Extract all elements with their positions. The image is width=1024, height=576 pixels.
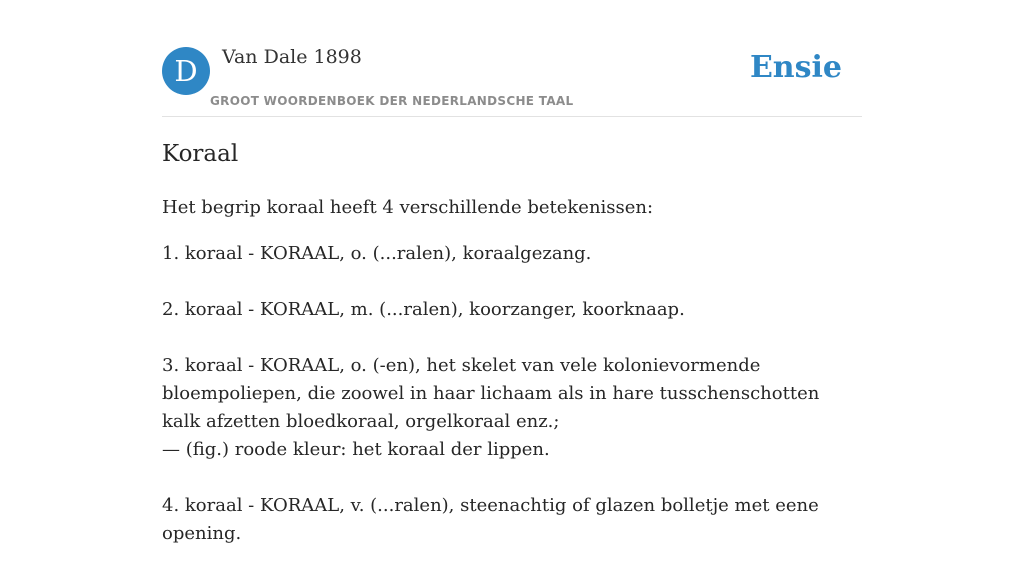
definition-text: 2. koraal - KORAAL, m. (...ralen), koorzanger, koorknaap. bbox=[162, 299, 685, 320]
ensie-brand-link[interactable]: Ensie bbox=[749, 50, 842, 85]
entry-content bbox=[162, 138, 862, 576]
definition-item bbox=[162, 352, 862, 464]
definition-text: 1. koraal - KORAAL, o. (...ralen), koraalgezang. bbox=[162, 243, 592, 264]
dictionary-logo[interactable]: D bbox=[162, 47, 210, 95]
definition-figurative: — (fig.) roode kleur: het koraal der lippen. bbox=[162, 439, 550, 460]
definition-text: 3. koraal - KORAAL, o. (-en), het skelet van vele kolonievormende bloempoliepen, die zoowel in haar lichaam als in hare tusschenschotten kalk afzetten bloedkoraal, orgelkoraal enz.; bbox=[162, 355, 820, 432]
definition-text: 4. koraal - KORAAL, v. (...ralen), steenachtig of glazen bolletje met eene opening. bbox=[162, 495, 819, 544]
dictionary-title[interactable]: Van Dale 1898 bbox=[222, 46, 362, 68]
entry-intro: Het begrip koraal heeft 4 verschillende betekenissen: bbox=[162, 197, 654, 218]
dictionary-subtitle: GROOT WOORDENBOEK DER NEDERLANDSCHE TAAL bbox=[210, 94, 574, 108]
definition-item bbox=[162, 296, 862, 324]
page-title: Koraal bbox=[162, 141, 239, 167]
definition-item bbox=[162, 492, 862, 548]
site-header bbox=[162, 46, 862, 117]
definition-item bbox=[162, 240, 862, 268]
